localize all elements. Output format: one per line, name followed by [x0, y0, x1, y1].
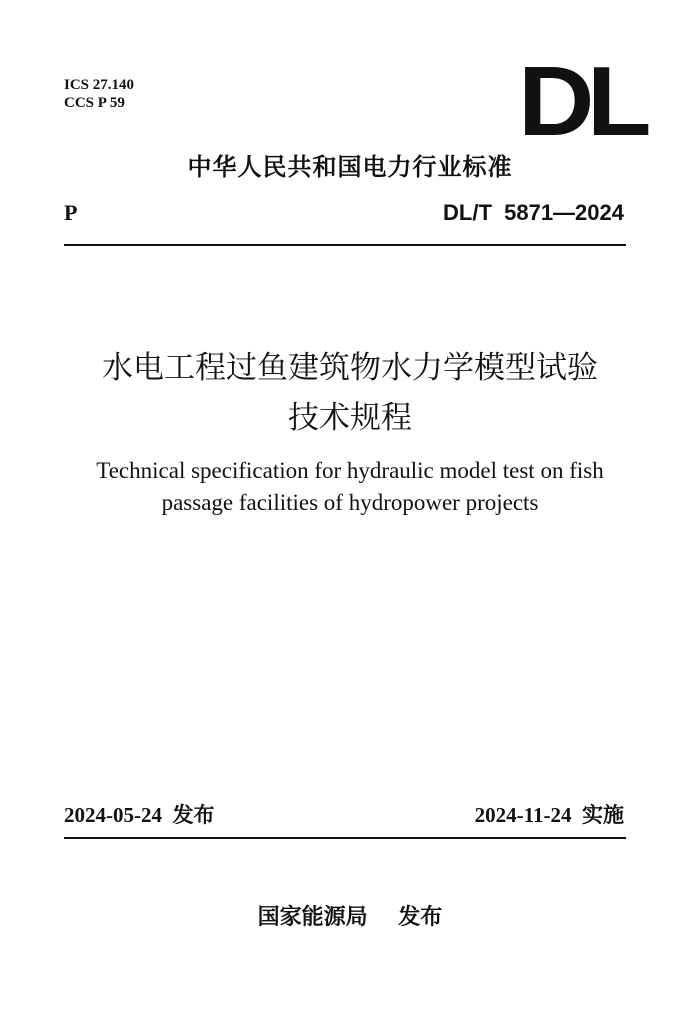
publisher: 国家能源局 发布 — [257, 905, 443, 930]
ccs-code: CCS P 59 — [64, 95, 125, 111]
implementation-date: 2024-11-24 实施 — [474, 803, 624, 827]
title-en-line1: Technical specification for hydraulic model test on fish — [96, 458, 604, 483]
issue-date: 2024-05-24 发布 — [64, 803, 215, 827]
bottom-divider — [64, 837, 626, 839]
title-cn-line2: 技术规程 — [288, 400, 412, 436]
dl-logo: DL — [518, 46, 644, 156]
ics-code: ICS 27.140 — [64, 77, 135, 93]
classification-codes — [64, 76, 134, 112]
title-en-line2: passage facilities of hydropower projects — [161, 490, 539, 515]
standard-number: DL/T 5871—2024 — [443, 200, 624, 225]
professional-code: P — [64, 200, 78, 225]
title-cn-line1: 水电工程过鱼建筑物水力学模型试验 — [102, 350, 598, 386]
top-divider — [64, 244, 626, 246]
standard-category: 中华人民共和国电力行业标准 — [187, 153, 513, 181]
